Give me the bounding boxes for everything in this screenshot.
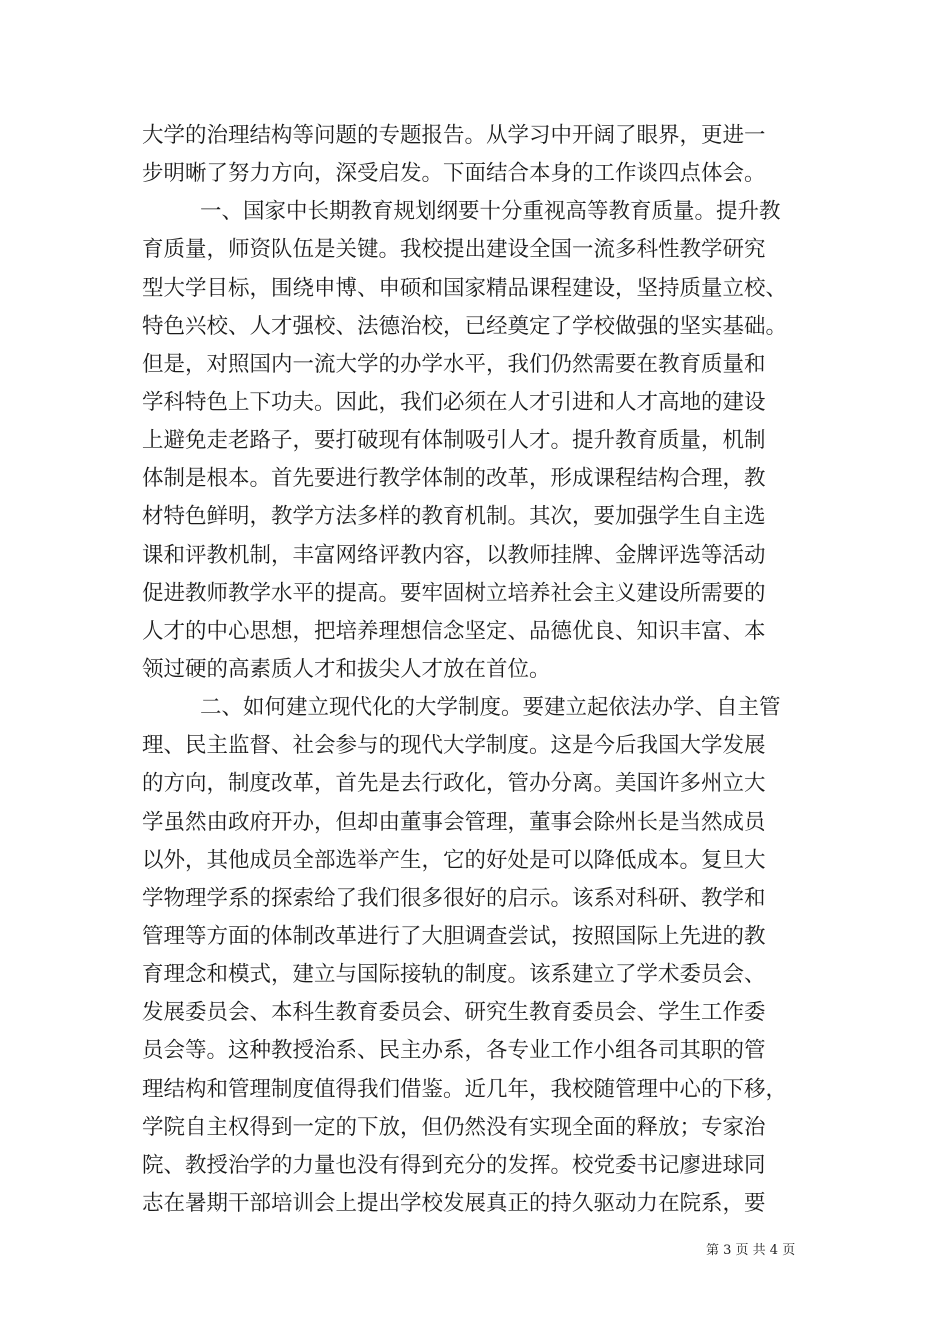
text-line: 型大学目标，围绕申博、申硕和国家精品课程建设，坚持质量立校、: [142, 275, 788, 301]
text-line: 学院自主权得到一定的下放，但仍然没有实现全面的释放；专家治: [142, 1114, 766, 1140]
text-line: 育理念和模式，建立与国际接轨的制度。该系建立了学术委员会、: [142, 962, 766, 988]
text-line: 学虽然由政府开办，但却由董事会管理，董事会除州长是当然成员: [142, 809, 766, 835]
text-line: 特色兴校、人才强校、法德治校，已经奠定了学校做强的坚实基础。: [142, 313, 788, 339]
page-number-footer: 第 3 页 共 4 页: [706, 1243, 796, 1258]
text-line: 学物理学系的探索给了我们很多很好的启示。该系对科研、教学和: [142, 885, 766, 911]
text-line: 课和评教机制，丰富网络评教内容，以教师挂牌、金牌评选等活动: [142, 542, 766, 568]
text-line: 院、教授治学的力量也没有得到充分的发挥。校党委书记廖进球同: [142, 1152, 766, 1178]
text-line: 但是，对照国内一流大学的办学水平，我们仍然需要在教育质量和: [142, 351, 766, 377]
paragraph-first-line: 二、如何建立现代化的大学制度。要建立起依法办学、自主管: [200, 695, 781, 721]
text-line: 大学的治理结构等问题的专题报告。从学习中开阔了眼界，更进一: [142, 123, 766, 148]
text-line: 理、民主监督、社会参与的现代大学制度。这是今后我国大学发展: [142, 733, 766, 759]
body-text: [142, 117, 810, 1223]
text-line: 促进教师教学水平的提高。要牢固树立培养社会主义建设所需要的: [142, 580, 766, 606]
text-line: 人才的中心思想，把培养理想信念坚定、品德优良、知识丰富、本: [142, 618, 766, 644]
text-line: 上避免走老路子，要打破现有体制吸引人才。提升教育质量，机制: [142, 428, 766, 454]
text-line: 管理等方面的体制改革进行了大胆调查尝试，按照国际上先进的教: [142, 923, 766, 949]
text-line: 员会等。这种教授治系、民主办系，各专业工作小组各司其职的管: [142, 1038, 766, 1064]
paragraph-first-line: 一、国家中长期教育规划纲要十分重视高等教育质量。提升教: [200, 199, 781, 225]
text-line: 以外，其他成员全部选举产生，它的好处是可以降低成本。复旦大: [142, 847, 766, 873]
text-line: 发展委员会、本科生教育委员会、研究生教育委员会、学生工作委: [142, 1000, 766, 1026]
text-line: 领过硬的高素质人才和拔尖人才放在首位。: [142, 656, 551, 682]
text-line: 步明晰了努力方向，深受启发。下面结合本身的工作谈四点体会。: [142, 161, 766, 187]
text-line: 的方向，制度改革，首先是去行政化，管办分离。美国许多州立大: [142, 771, 766, 797]
text-line: 体制是根本。首先要进行教学体制的改革，形成课程结构合理，教: [142, 466, 766, 492]
text-line: 理结构和管理制度值得我们借鉴。近几年，我校随管理中心的下移，: [142, 1076, 788, 1102]
text-line: 志在暑期干部培训会上提出学校发展真正的持久驱动力在院系，要: [142, 1190, 766, 1216]
text-line: 学科特色上下功夫。因此，我们必须在人才引进和人才高地的建设: [142, 389, 766, 415]
text-line: 材特色鲜明，教学方法多样的教育机制。其次，要加强学生自主选: [142, 504, 766, 530]
text-line: 育质量，师资队伍是关键。我校提出建设全国一流多科性教学研究: [142, 237, 766, 263]
